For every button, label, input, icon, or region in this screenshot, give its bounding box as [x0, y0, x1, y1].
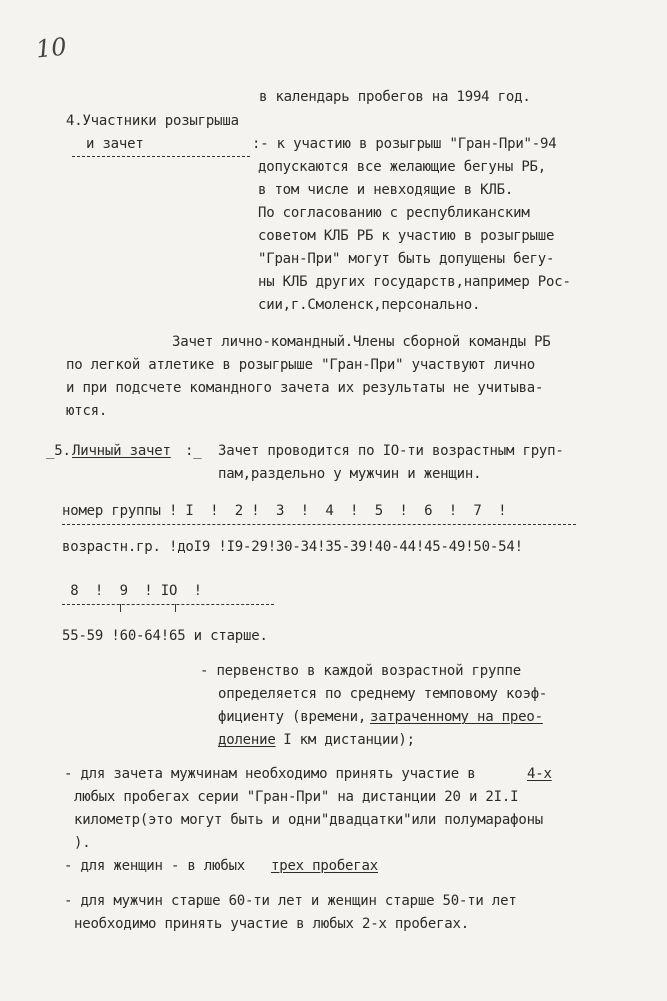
text-line: ). — [74, 835, 91, 851]
section-5-heading: Личный зачет — [72, 443, 171, 459]
table-row-group-numbers: номер группы ! I ! 2 ! 3 ! 4 ! 5 ! 6 ! 7 ! — [62, 503, 507, 519]
section-4-heading-cont: и зачет — [86, 136, 144, 152]
text-line: По согласованию с республиканским — [258, 205, 530, 221]
section-5-number: _5. — [46, 443, 71, 459]
dashed-rule — [62, 524, 576, 526]
text-line: сии,г.Смоленск,персонально. — [258, 297, 481, 313]
text-line-underlined: трех пробегах — [271, 858, 378, 874]
text-line: "Гран-При" могут быть допущены бегу- — [258, 251, 555, 267]
table-row-age-ranges: возрастн.гр. !доI9 !I9-29!30-34!35-39!40-44!45-49!50-54! — [62, 539, 523, 555]
section-4-heading: 4.Участники розыгрыша — [66, 113, 239, 129]
text-line: Зачет проводится по IO-ти возрастным груп- — [218, 443, 564, 459]
text-line: пам,раздельно у мужчин и женщин. — [218, 466, 482, 482]
text-line-underlined: затраченному на прео- — [370, 709, 543, 725]
text-line: определяется по среднему темповому коэф- — [218, 686, 548, 702]
text-line: Зачет лично-командный.Члены сборной команды РБ — [172, 334, 551, 350]
table-row-age-ranges-2: 55-59 !60-64!65 и старше. — [62, 628, 268, 644]
text-line-part: - для женщин - в любых — [64, 858, 254, 874]
text-line: по легкой атлетике в розыгрыше "Гран-При" участвуют лично — [66, 357, 536, 373]
text-line: ются. — [66, 403, 108, 419]
text-line-underlined: 4-х — [527, 766, 552, 782]
text-line: в том числе и невходящие в КЛБ. — [258, 182, 514, 198]
page-number: 10 — [34, 32, 68, 64]
text-line: в календарь пробегов на 1994 год. — [259, 89, 531, 105]
table-row-group-numbers-2: 8 ! 9 ! IO ! — [62, 583, 202, 599]
text-line: километр(это могут быть и одни"двадцатки"или полумарафоны — [74, 812, 544, 828]
section-5-colon: :_ — [185, 443, 202, 459]
text-line-part: - для зачета мужчинам необходимо принять участие в — [64, 766, 484, 782]
text-line: :- к участию в розыгрыш "Гран-При"-94 — [252, 136, 557, 152]
text-line: и при подсчете командного зачета их результаты не учитыва- — [66, 380, 544, 396]
text-line-part: I км дистанции); — [275, 732, 415, 748]
text-line: - первенство в каждой возрастной группе — [200, 663, 521, 679]
text-line: допускаются все желающие бегуны РБ, — [258, 159, 547, 175]
dashed-rule — [72, 156, 250, 158]
text-line: - для мужчин старше 60-ти лет и женщин старше 50-ти лет — [64, 893, 517, 909]
text-line: ны КЛБ других государств,например Рос- — [258, 274, 571, 290]
dashed-rule — [62, 604, 274, 606]
table-tick — [120, 604, 121, 612]
text-line: любых пробегах серии "Гран-При" на дистанции 20 и 2I.I — [74, 789, 519, 805]
text-line: советом КЛБ РБ к участию в розыгрыше — [258, 228, 555, 244]
table-tick — [175, 604, 176, 612]
text-line-part: фициенту (времени, — [218, 709, 367, 725]
text-line-underlined: доление — [218, 732, 276, 748]
text-line: необходимо принять участие в любых 2-х пробегах. — [74, 916, 469, 932]
